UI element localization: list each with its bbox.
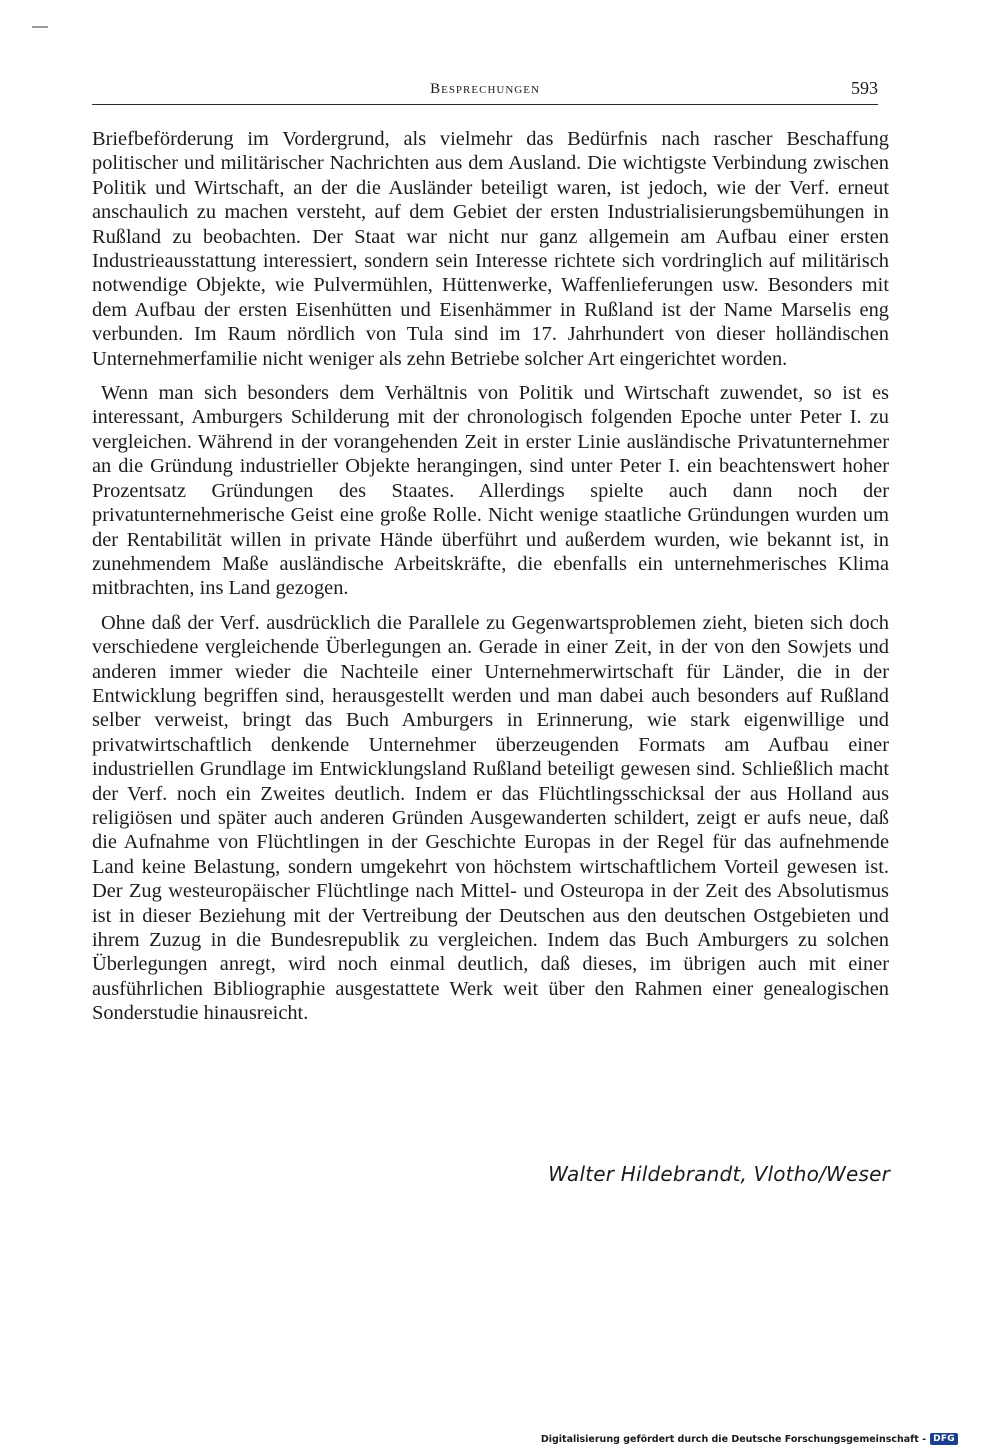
digitization-footer [541, 1433, 958, 1445]
footer-note-text: Digitalisierung gefördert durch die Deutsche Forschungsgemeinschaft - [540, 1433, 927, 1445]
page-number: 593 [851, 78, 878, 98]
paragraph-2: Wenn man sich besonders dem Verhältnis von Politik und Wirtschaft zuwendet, so ist es interessant, Amburgers Schilderung mit der chronologisch folgenden Epoche unter Peter I. zu vergleichen. Während in der vorangehenden Zeit in erster Linie ausländische Privatunternehmer an die Gründung industrieller Objekte herangingen, sind unter Peter I. ein beachtenswert hoher Prozentsatz Gründungen des Staates. Allerdings spielte auch dann noch der privatunternehmerische Geist eine große Rolle. Nicht wenige staatliche Gründungen wurden um der Rentabilität willen in private Hände überführt und außerdem wurden, wie bekannt ist, in zunehmendem Maße ausländische Arbeitskräfte, die ebenfalls ein unternehmerisches Klima mitbrachten, ins Land gezogen. [92, 382, 889, 600]
paragraph-1: Briefbeförderung im Vordergrund, als vielmehr das Bedürfnis nach rascher Beschaffung politischer und militärischer Nachrichten aus dem Ausland. Die wichtigste Verbindung zwischen Politik und Wirtschaft, an der die Ausländer beteiligt waren, ist jedoch, wie der Verf. erneut anschaulich zu machen versteht, auf dem Gebiet der ersten Industrialisierungsbemühungen in Rußland zu beobachten. Der Staat war nicht nur ganz allgemein am Aufbau einer ersten Industrieausstattung interessiert, sondern sein Interesse richtete sich vordringlich auf militärisch notwendige Objekte, wie Pulvermühlen, Hüttenwerke, Waffenlieferungen usw. Besonders mit dem Aufbau der ersten Eisenhütten und Eisenhämmer in Rußland ist der Name Marselis eng verbunden. Im Raum nördlich von Tula sind im 17. Jahrhundert von dieser holländischen Unternehmerfamilie nicht weniger als zehn Betriebe solcher Art eingerichtet worden. [92, 128, 889, 370]
author-signature: Walter Hildebrandt, Vlotho/Weser [548, 1162, 890, 1186]
scan-corner-mark [32, 26, 48, 28]
dfg-logo-icon: DFG [930, 1433, 958, 1445]
article-body [92, 127, 889, 1026]
running-head: Besprechungen [430, 81, 540, 97]
page-header [92, 78, 878, 105]
paragraph-3: Ohne daß der Verf. ausdrücklich die Parallele zu Gegenwartsproblemen zieht, bieten sich doch verschiedene vergleichende Überlegungen an. Gerade in einer Zeit, in der von den Sowjets und anderen immer wieder die Nachteile einer Unternehmerwirtschaft für Länder, die in der Entwicklung begriffen sind, herausgestellt werden und man dabei auch besonders auf Rußland selber verweist, bringt das Buch Amburgers in Erinnerung, wie stark eigenwillige und privatwirtschaftlich denkende Unternehmer überzeugenden Formats am Aufbau einer industriellen Grundlage im Entwicklungsland Rußland beteiligt gewesen sind. Schließlich macht der Verf. noch ein Zweites deutlich. Indem er das Flüchtlingsschicksal der aus Holland aus religiösen und später auch anderen Gründen Ausgewanderten schildert, zeigt er aufs neue, daß die Aufnahme von Flüchtlingen in der Geschichte Europas in der Regel für das aufnehmende Land keine Belastung, sondern umgekehrt von höchstem wirtschaftlichem Vorteil gewesen ist. Der Zug westeuropäischer Flüchtlinge nach Mittel- und Osteuropa in der Zeit des Absolutismus ist in dieser Beziehung mit der Vertreibung der Deutschen aus den deutschen Ostgebieten und ihrem Zuzug in die Bundesrepublik zu vergleichen. Indem das Buch Amburgers zu solchen Überlegungen anregt, wird noch einmal deutlich, daß dieses, im übrigen auch mit einer ausführlichen Bibliographie ausgestattete Werk weit über den Rahmen einer genealogischen Sonderstudie hinausreicht. [92, 611, 889, 1025]
